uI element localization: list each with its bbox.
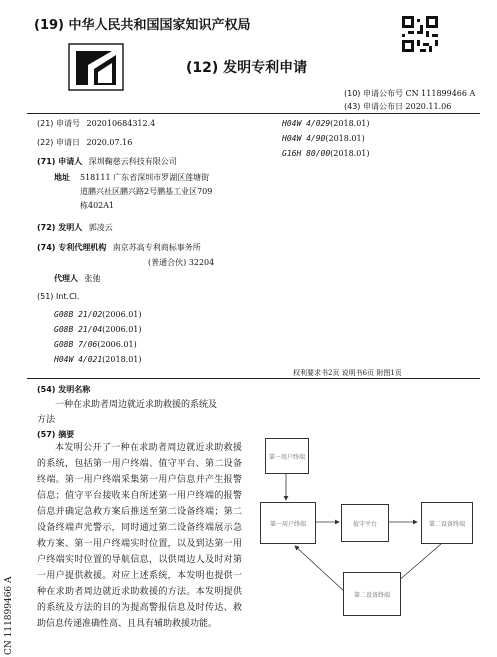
int-cl-entry (54, 354, 142, 365)
int-cl-entry (282, 133, 365, 144)
figure-box: 第一用户终端 (265, 438, 309, 474)
int-cl-code: H04W 4/029 (282, 119, 331, 128)
int-cl-code: G08B 7/06 (54, 340, 98, 349)
int-cl-version: (2006.01) (102, 325, 142, 334)
address-line: 518111 广东省深圳市罗湖区莲塘街 (80, 173, 210, 182)
figure-box: 第二设备终端 (343, 572, 401, 616)
int-cl-entry (54, 309, 142, 320)
body-divider (27, 378, 480, 379)
document-type: (12) 发明专利申请 (186, 60, 308, 76)
invention-title-line: 一种在求助者周边就近求助救援的系统及 (55, 400, 218, 410)
applicant-name: 深圳鞠慈云科技有限公司 (88, 157, 177, 166)
agent-row (54, 273, 101, 284)
agency-label: (74) 专利代理机构 (37, 243, 107, 252)
int-cl-entry (282, 118, 370, 129)
application-date-row (37, 137, 132, 148)
int-cl-version: (2018.01) (325, 134, 365, 143)
agency-name: 南京苏高专利商标事务所 (112, 243, 201, 252)
int-cl-code: H04W 4/90 (282, 134, 326, 143)
figure-box: 第二设备终端 (421, 502, 473, 544)
publication-date: 2020.11.06 (405, 102, 452, 111)
abstract-text: 本发明公开了一种在求助者周边就近求助救援的系统，包括第一用户终端、值守平台、第二设备终端。第一用户终端采集第一用户信息并产生报警信息；值守平台接收来自所述第一用户终端的报警信息并确定急救方案后推送至第二设备终端；第二设备终端声光警示，同时通过第二设备终端展示急救方案、第一用户终端实时位置，以及到达第一用户终端实时位置的导航信息，以供周边人及时对第一用户提供救援。对应上述系统，本发明也提供一种在求助者周边就近求助救援的方法。本发明提供的系统及方法的目的为提高警报信息及时传达、救助信息传递准确性高、且具有辅助救援功能。 (37, 443, 242, 629)
int-cl-code: G08B 21/04 (54, 325, 103, 334)
application-number-row (37, 118, 155, 129)
abstract-figure (255, 432, 485, 630)
application-number-label: (21) 申请号 (37, 119, 80, 128)
agent-name: 张弛 (84, 274, 101, 283)
address-line: 道鹏兴社区鹏兴路2号鹏基工业区709 (80, 187, 213, 196)
publication-date-label: (43) 申请公布日 (344, 102, 403, 111)
applicant-row (37, 156, 177, 167)
publication-number-row (344, 88, 475, 99)
int-cl-code: G16H 80/00 (282, 149, 331, 158)
office-name: (19) 中华人民共和国国家知识产权局 (34, 18, 251, 33)
int-cl-label: (51) Int.Cl. (37, 292, 80, 301)
int-cl-version: (2018.01) (330, 149, 370, 158)
int-cl-entry (54, 339, 137, 350)
agency-row (37, 242, 201, 253)
publication-date-row (344, 101, 451, 112)
applicant-label: (71) 申请人 (37, 157, 83, 166)
agent-label: 代理人 (54, 274, 78, 283)
inventor-label: (72) 发明人 (37, 223, 83, 232)
qr-code-icon (402, 16, 438, 52)
int-cl-version: (2006.01) (97, 340, 137, 349)
application-number: 202010684312.4 (86, 119, 156, 128)
int-cl-entry (282, 148, 370, 159)
int-cl-version: (2006.01) (102, 310, 142, 319)
header-divider (27, 113, 480, 114)
int-cl-code: G08B 21/02 (54, 310, 103, 319)
application-date-label: (22) 申请日 (37, 138, 80, 147)
int-cl-code: H04W 4/021 (54, 355, 103, 364)
application-date: 2020.07.16 (86, 138, 133, 147)
abstract-label: (57) 摘要 (37, 430, 75, 439)
cnipa-logo (68, 43, 124, 91)
address-label: 地址 (54, 173, 70, 182)
side-publication-number: CN 111899466 A (4, 576, 14, 655)
figure-box: 值守平台 (341, 504, 389, 542)
int-cl-version: (2018.01) (330, 119, 370, 128)
publication-number: CN 111899466 A (405, 89, 476, 98)
address-line: 栋402A1 (80, 201, 115, 210)
agency-code: (普通合伙) 32204 (148, 258, 215, 267)
publication-number-label: (10) 申请公布号 (344, 89, 403, 98)
pages-note: 权利要求书2页 说明书6页 附图1页 (293, 369, 402, 377)
int-cl-entry (54, 324, 142, 335)
invention-title-line: 方法 (37, 415, 56, 425)
figure-box: 第一用户终端 (260, 502, 316, 544)
inventor-name: 郭凌云 (88, 223, 113, 232)
title-label: (54) 发明名称 (37, 385, 91, 394)
inventor-row (37, 222, 113, 233)
int-cl-version: (2018.01) (102, 355, 142, 364)
